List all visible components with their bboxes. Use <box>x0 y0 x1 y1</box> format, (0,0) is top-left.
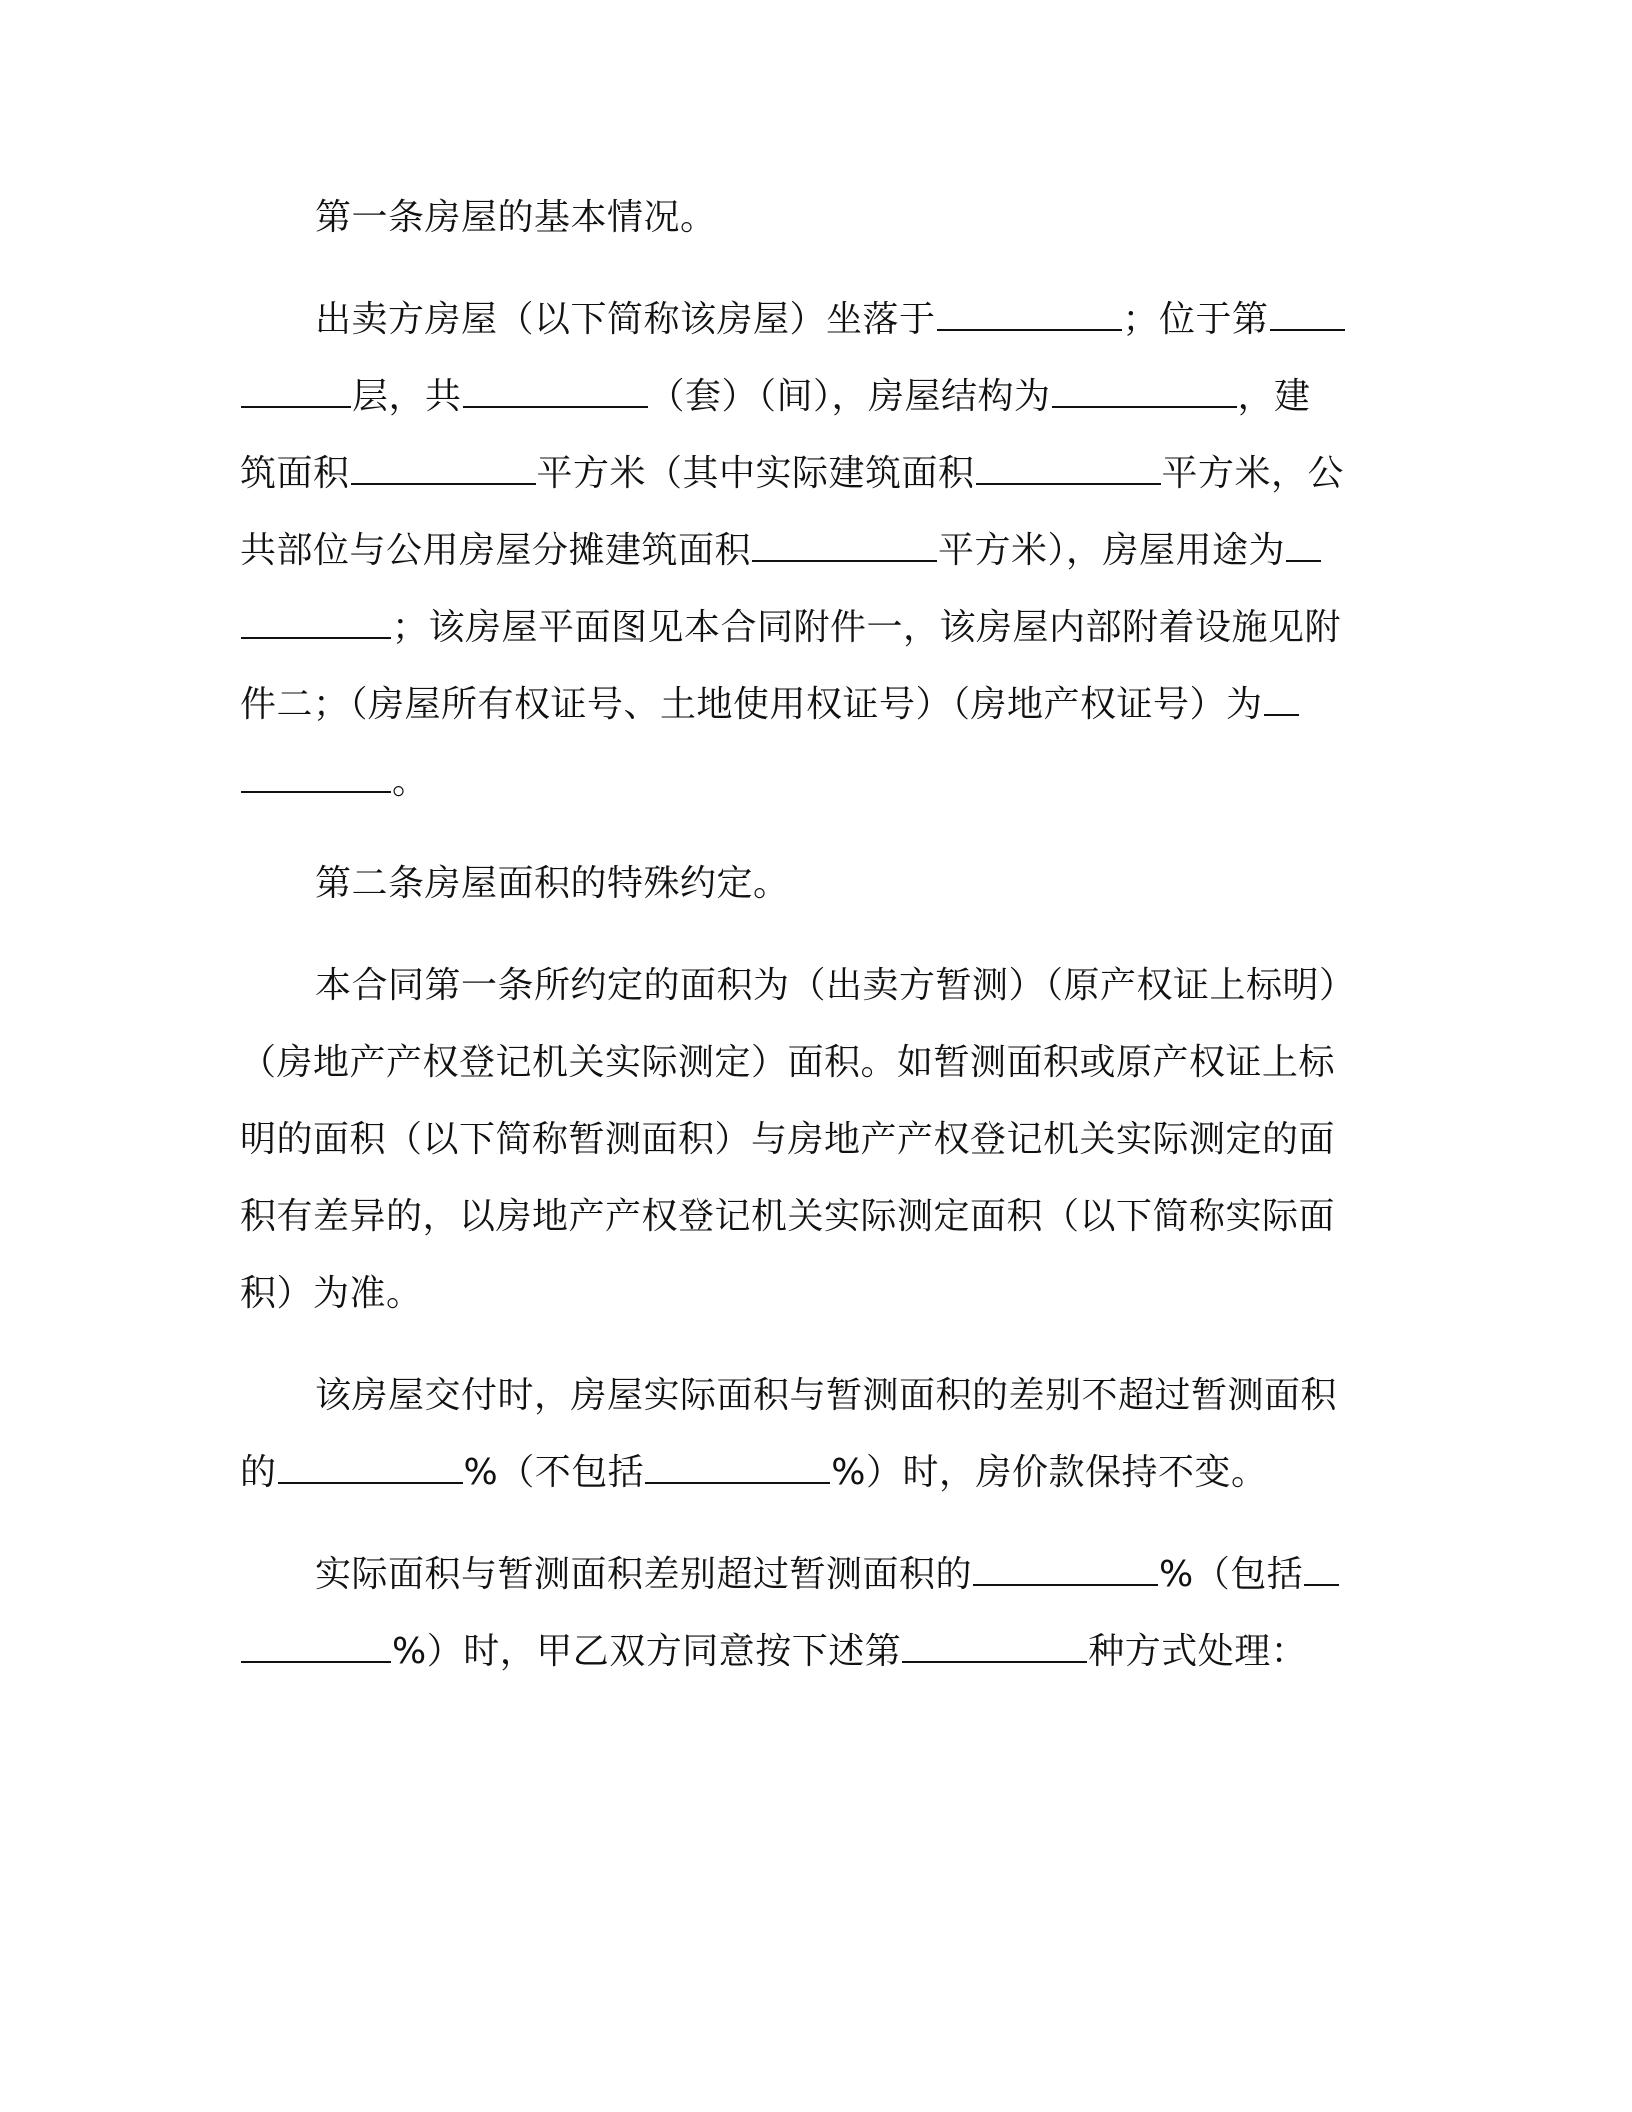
blank-percent-d-b[interactable] <box>241 1631 391 1663</box>
article-2-p1-line-3 <box>240 1118 1375 1162</box>
text-segment: 件二；（房屋所有权证号、土地使用权证号）（房地产权证号）为 <box>240 684 1263 725</box>
text-segment: 该房屋交付时，房屋实际面积与暂测面积的差别不超过暂测面积 <box>315 1375 1338 1416</box>
blank-certificate-a[interactable] <box>1264 684 1299 716</box>
text-segment: 的 <box>240 1452 277 1493</box>
text-segment: 平方米，公 <box>1161 453 1345 494</box>
text-segment: %（包括 <box>1159 1554 1304 1595</box>
text-segment: 种方式处理： <box>1088 1631 1308 1672</box>
blank-percent-b[interactable] <box>645 1452 830 1484</box>
blank-total-floors[interactable] <box>463 376 648 408</box>
text-segment: 出卖方房屋（以下简称该房屋）坐落于 <box>315 299 936 340</box>
text-segment: （房地产产权登记机关实际测定）面积。如暂测面积或原产权证上标 <box>240 1042 1336 1083</box>
article-2-p1-line-4 <box>240 1195 1375 1239</box>
article-2-p3-line-2 <box>240 1630 1375 1674</box>
blank-actual-area[interactable] <box>976 453 1161 485</box>
blank-structure[interactable] <box>1052 376 1237 408</box>
article-2-heading <box>315 862 1375 906</box>
article-1-heading <box>315 196 1375 240</box>
text-segment: 本合同第一条所约定的面积为（出卖方暂测）（原产权证上标明） <box>315 965 1356 1006</box>
article-1-line-5 <box>240 606 1375 650</box>
article-1-heading-text: 第一条房屋的基本情况。 <box>315 197 717 238</box>
text-segment: 平方米），房屋用途为 <box>938 530 1286 571</box>
article-2-p2-line-1 <box>315 1374 1375 1418</box>
blank-floor-a[interactable] <box>1270 299 1345 331</box>
text-segment: （套）（间），房屋结构为 <box>648 376 1051 417</box>
article-1-line-7 <box>240 760 1375 804</box>
article-1-line-2 <box>240 375 1375 419</box>
blank-percent-c[interactable] <box>973 1554 1158 1586</box>
blank-shared-area[interactable] <box>752 530 937 562</box>
article-1-line-1 <box>315 298 1375 342</box>
text-segment: %）时，房价款保持不变。 <box>831 1452 1268 1493</box>
blank-certificate-b[interactable] <box>241 761 391 793</box>
text-segment: ；该房屋平面图见本合同附件一，该房屋内部附着设施见附 <box>392 607 1342 648</box>
text-segment: %）时，甲乙双方同意按下述第 <box>392 1631 902 1672</box>
text-segment: ；位于第 <box>1122 299 1269 340</box>
blank-percent-d-a[interactable] <box>1304 1554 1339 1586</box>
text-segment: 筑面积 <box>240 453 350 494</box>
text-segment: 实际面积与暂测面积差别超过暂测面积的 <box>315 1554 973 1595</box>
article-2-p1-line-5 <box>240 1272 1375 1316</box>
blank-floor-b[interactable] <box>241 376 351 408</box>
blank-usage-b[interactable] <box>241 607 391 639</box>
article-1-line-4 <box>240 529 1375 573</box>
text-segment: 层，共 <box>352 376 462 417</box>
blank-method-number[interactable] <box>902 1631 1087 1663</box>
blank-building-area[interactable] <box>351 453 536 485</box>
text-segment: %（不包括 <box>463 1452 645 1493</box>
article-2-p3-line-1 <box>315 1553 1375 1597</box>
article-2-p2-line-2 <box>240 1451 1375 1495</box>
text-segment: 明的面积（以下简称暂测面积）与房地产产权登记机关实际测定的面 <box>240 1119 1336 1160</box>
article-2-p1-line-1 <box>315 964 1375 1008</box>
text-segment: ，建 <box>1237 376 1311 417</box>
article-1-line-6 <box>240 683 1375 727</box>
blank-percent-a[interactable] <box>278 1452 463 1484</box>
text-segment: 共部位与公用房屋分摊建筑面积 <box>240 530 752 571</box>
blank-usage-a[interactable] <box>1286 530 1321 562</box>
text-segment: 积有差异的，以房地产产权登记机关实际测定面积（以下简称实际面 <box>240 1196 1336 1237</box>
text-segment: 积）为准。 <box>240 1273 423 1314</box>
text-segment: 。 <box>392 761 429 802</box>
article-1-line-3 <box>240 452 1375 496</box>
article-2-heading-text: 第二条房屋面积的特殊约定。 <box>315 863 790 904</box>
article-2-p1-line-2 <box>240 1041 1375 1085</box>
text-segment: 平方米（其中实际建筑面积 <box>536 453 975 494</box>
blank-location[interactable] <box>937 299 1122 331</box>
